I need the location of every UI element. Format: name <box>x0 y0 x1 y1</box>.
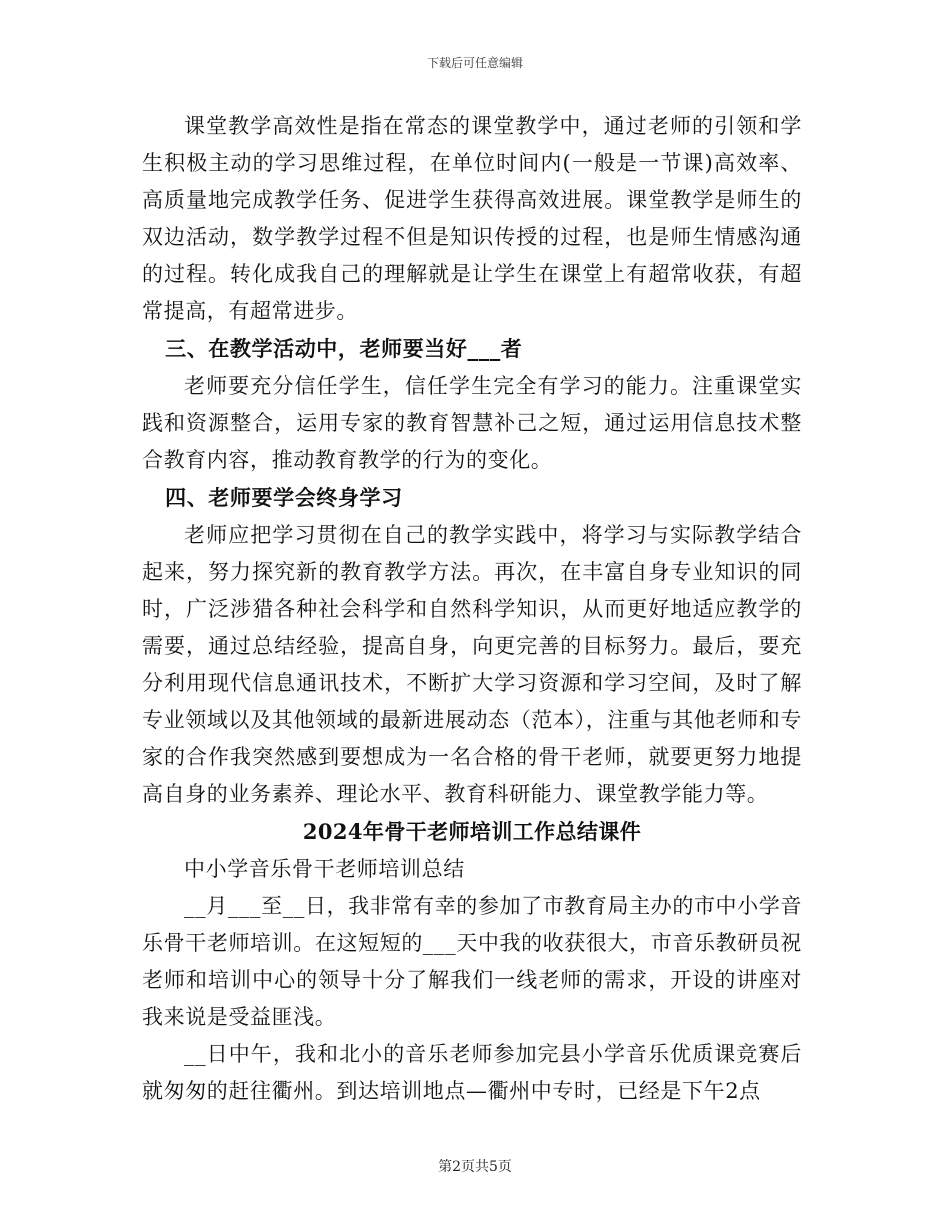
paragraph-efficiency: 课堂教学高效性是指在常态的课堂教学中，通过老师的引领和学生积极主动的学习思维过程，在单位时间内(一般是一节课)高效率、高质量地完成教学任务、促进学生获得高效进展。课堂教学是师生的双边活动，数学教学过程不但是知识传授的过程，也是师生情感沟通的过程。转化成我自己的理解就是让学生在课堂上有超常收获，有超常提高，有超常进步。 <box>142 114 802 323</box>
paragraph-lifelong-learning: 老师应把学习贯彻在自己的教学实践中，将学习与实际教学结合起来，努力探究新的教育教学方法。再次，在丰富自身专业知识的同时，广泛涉猎各种社会科学和自然科学知识，从而更好地适应教学的需要，通过总结经验，提高自身，向更完善的目标努力。最后，要充分利用现代信息通讯技术，不断扩大学习资源和学习空间，及时了解专业领域以及其他领域的最新进展动态（范本），注重与其他老师和专家的合作我突然感到要想成为一名合格的骨干老师，就要更努力地提高自身的业务素养、理论水平、教育科研能力、课堂教学能力等。 <box>142 523 802 806</box>
paragraph-training-intro: __月___至__日，我非常有幸的参加了市教育局主办的市中小学音乐骨干老师培训。在这短短的___天中我的收获很大，市音乐教研员祝老师和培训中心的领导十分了解我们一线老师的需求，开设的讲座对我来说是受益匪浅。 <box>142 894 802 1029</box>
heading-section-four: 四、老师要学会终身学习 <box>165 485 403 510</box>
paragraph-travel: __日中午，我和北小的音乐老师参加完县小学音乐优质课竞赛后就匆匆的赶往衢州。到达培训地点—衢州中专时，已经是下午2点 <box>142 1042 802 1103</box>
document-subtitle: 中小学音乐骨干老师培训总结 <box>184 857 465 881</box>
document-body <box>142 108 802 1110</box>
page-header: 下载后可任意编辑 <box>426 56 523 70</box>
paragraph-trust-students: 老师要充分信任学生，信任学生完全有学习的能力。注重课堂实践和资源整合，运用专家的教育智慧补己之短，通过运用信息技术整合教育内容，推动教育教学的行为的变化。 <box>142 374 802 472</box>
page-number: 第2页共5页 <box>438 1159 512 1175</box>
heading-section-three: 三、在教学活动中，老师要当好___者 <box>165 336 523 361</box>
document-title: 2024年骨干老师培训工作总结课件 <box>302 819 642 844</box>
